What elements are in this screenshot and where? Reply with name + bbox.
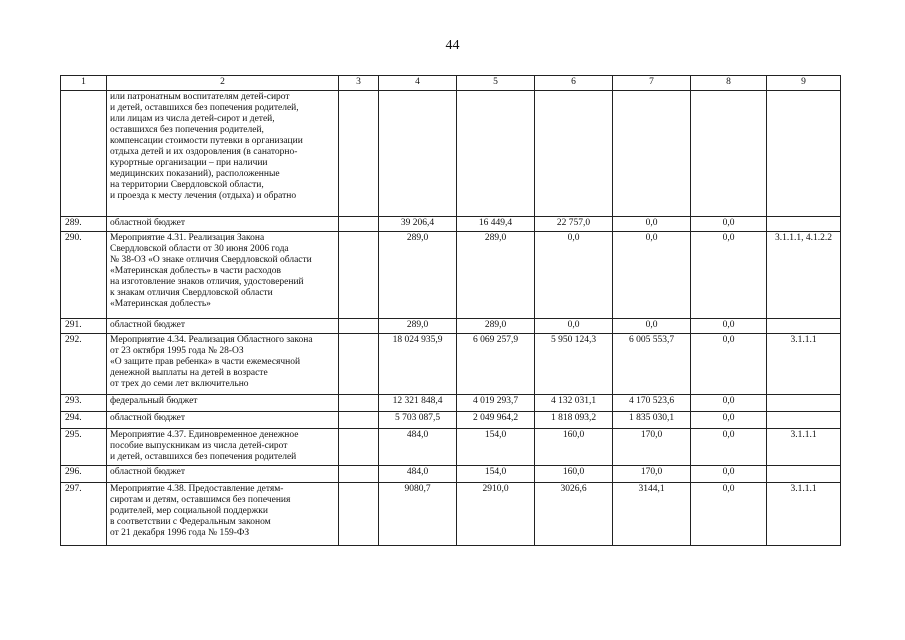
column-header: 8 [691, 76, 767, 91]
table-cell: 6 069 257,9 [457, 334, 535, 395]
table-cell: 484,0 [379, 429, 457, 466]
table-cell: 18 024 935,9 [379, 334, 457, 395]
table-cell [767, 91, 841, 217]
table-cell: 484,0 [379, 466, 457, 483]
table-row [61, 217, 841, 232]
table-row [61, 466, 841, 483]
table-cell: 0,0 [535, 319, 613, 334]
table-cell: 290. [61, 232, 107, 319]
table-cell: 12 321 848,4 [379, 395, 457, 412]
table-cell: 4 019 293,7 [457, 395, 535, 412]
table-cell: 289,0 [457, 319, 535, 334]
table-cell: 289. [61, 217, 107, 232]
table-cell: 2910,0 [457, 483, 535, 546]
table-cell: 296. [61, 466, 107, 483]
column-header: 6 [535, 76, 613, 91]
table-cell: 295. [61, 429, 107, 466]
column-header: 2 [107, 76, 339, 91]
table-cell: 0,0 [613, 319, 691, 334]
table-cell: 160,0 [535, 466, 613, 483]
table-cell [339, 319, 379, 334]
table-cell: 0,0 [691, 319, 767, 334]
table-cell: 294. [61, 412, 107, 429]
table-cell: 3026,6 [535, 483, 613, 546]
table-cell: 5 703 087,5 [379, 412, 457, 429]
table-cell [339, 217, 379, 232]
column-header: 7 [613, 76, 691, 91]
table-cell: 0,0 [691, 395, 767, 412]
table-cell: 289,0 [379, 232, 457, 319]
table-cell [339, 466, 379, 483]
table-cell: Мероприятие 4.31. Реализация Закона Свердловской области от 30 июня 2006 года № 38-ОЗ «О знаке отличия Свердловской области «Материнская доблесть» в части расходов на изготовление знаков отличия, удостоверений к знакам отличия Свердловской области «Материнская доблесть» [107, 232, 339, 319]
table-cell [767, 319, 841, 334]
table-cell: 0,0 [691, 217, 767, 232]
table-cell: Мероприятие 4.38. Предоставление детям- сиротам и детям, оставшимся без попечения родителей, мер социальной поддержки в соответствии с Федеральным законом от 21 декабря 1996 года № 159-ФЗ [107, 483, 339, 546]
table-cell: 292. [61, 334, 107, 395]
table-row [61, 319, 841, 334]
table-cell: или патронатным воспитателям детей-сирот и детей, оставшихся без попечения родителей, или лицам из числа детей-сирот и детей, оставшихся без попечения родителей, компенсации стоимости путевки в организации отдыха детей и их оздоровления (в санаторно- курортные организации – при наличии медицинских показаний), расположенные на территории Свердловской области, и проезда к месту лечения (отдыха) и обратно [107, 91, 339, 217]
table-row [61, 334, 841, 395]
table-cell [691, 91, 767, 217]
table-cell: 154,0 [457, 429, 535, 466]
table-row [61, 395, 841, 412]
table-cell: 289,0 [379, 319, 457, 334]
table-cell: 39 206,4 [379, 217, 457, 232]
table-cell: 2 049 964,2 [457, 412, 535, 429]
table-cell: областной бюджет [107, 319, 339, 334]
table-cell [339, 91, 379, 217]
table-cell: 0,0 [691, 334, 767, 395]
table-cell: 0,0 [613, 232, 691, 319]
table-cell: областной бюджет [107, 217, 339, 232]
header-row [61, 76, 841, 91]
column-header: 9 [767, 76, 841, 91]
table-cell: 0,0 [691, 483, 767, 546]
table-cell: 0,0 [613, 217, 691, 232]
table-cell [535, 91, 613, 217]
table-cell: федеральный бюджет [107, 395, 339, 412]
table-cell [339, 395, 379, 412]
table-cell: Мероприятие 4.37. Единовременное денежное пособие выпускникам из числа детей-сирот и детей, оставшихся без попечения родителей [107, 429, 339, 466]
table-cell [767, 217, 841, 232]
table-cell: 3.1.1.1 [767, 334, 841, 395]
program-table [60, 75, 841, 546]
column-header: 4 [379, 76, 457, 91]
table-row [61, 91, 841, 217]
table-cell: 291. [61, 319, 107, 334]
table-cell [61, 91, 107, 217]
table-cell: 1 835 030,1 [613, 412, 691, 429]
table-cell: 3.1.1.1 [767, 429, 841, 466]
page-number: 44 [445, 38, 460, 53]
table-cell: 3144,1 [613, 483, 691, 546]
table-cell: 0,0 [691, 412, 767, 429]
table-cell [339, 334, 379, 395]
table-cell: 0,0 [691, 232, 767, 319]
table-cell [339, 412, 379, 429]
table-cell: 3.1.1.1 [767, 483, 841, 546]
column-header: 1 [61, 76, 107, 91]
table-cell: 0,0 [691, 429, 767, 466]
table-cell: 22 757,0 [535, 217, 613, 232]
table-body [61, 76, 841, 546]
table-cell [339, 429, 379, 466]
table-row [61, 232, 841, 319]
table-cell: 170,0 [613, 466, 691, 483]
table-cell: 1 818 093,2 [535, 412, 613, 429]
table-cell: 4 170 523,6 [613, 395, 691, 412]
table-cell: 5 950 124,3 [535, 334, 613, 395]
table-cell: областной бюджет [107, 466, 339, 483]
table-row [61, 429, 841, 466]
table-cell [767, 395, 841, 412]
table-cell [379, 91, 457, 217]
table-cell: 297. [61, 483, 107, 546]
table-cell [457, 91, 535, 217]
table-cell: 4 132 031,1 [535, 395, 613, 412]
table-cell [339, 483, 379, 546]
table-cell: 16 449,4 [457, 217, 535, 232]
table-cell: 154,0 [457, 466, 535, 483]
table-row [61, 412, 841, 429]
table-cell: Мероприятие 4.34. Реализация Областного закона от 23 октября 1995 года № 28-ОЗ «О защите прав ребенка» в части ежемесячной денежной выплаты на детей в возрасте от трех до семи лет включительно [107, 334, 339, 395]
table-row [61, 483, 841, 546]
table-cell: 0,0 [691, 466, 767, 483]
table-cell [613, 91, 691, 217]
column-header: 3 [339, 76, 379, 91]
table-cell: 9080,7 [379, 483, 457, 546]
table-cell: областной бюджет [107, 412, 339, 429]
table-cell: 3.1.1.1, 4.1.2.2 [767, 232, 841, 319]
table-cell: 293. [61, 395, 107, 412]
table-cell: 289,0 [457, 232, 535, 319]
table-cell: 0,0 [535, 232, 613, 319]
column-header: 5 [457, 76, 535, 91]
table-cell [339, 232, 379, 319]
table-cell [767, 466, 841, 483]
table-cell: 170,0 [613, 429, 691, 466]
table-cell: 6 005 553,7 [613, 334, 691, 395]
table-cell [767, 412, 841, 429]
table-cell: 160,0 [535, 429, 613, 466]
